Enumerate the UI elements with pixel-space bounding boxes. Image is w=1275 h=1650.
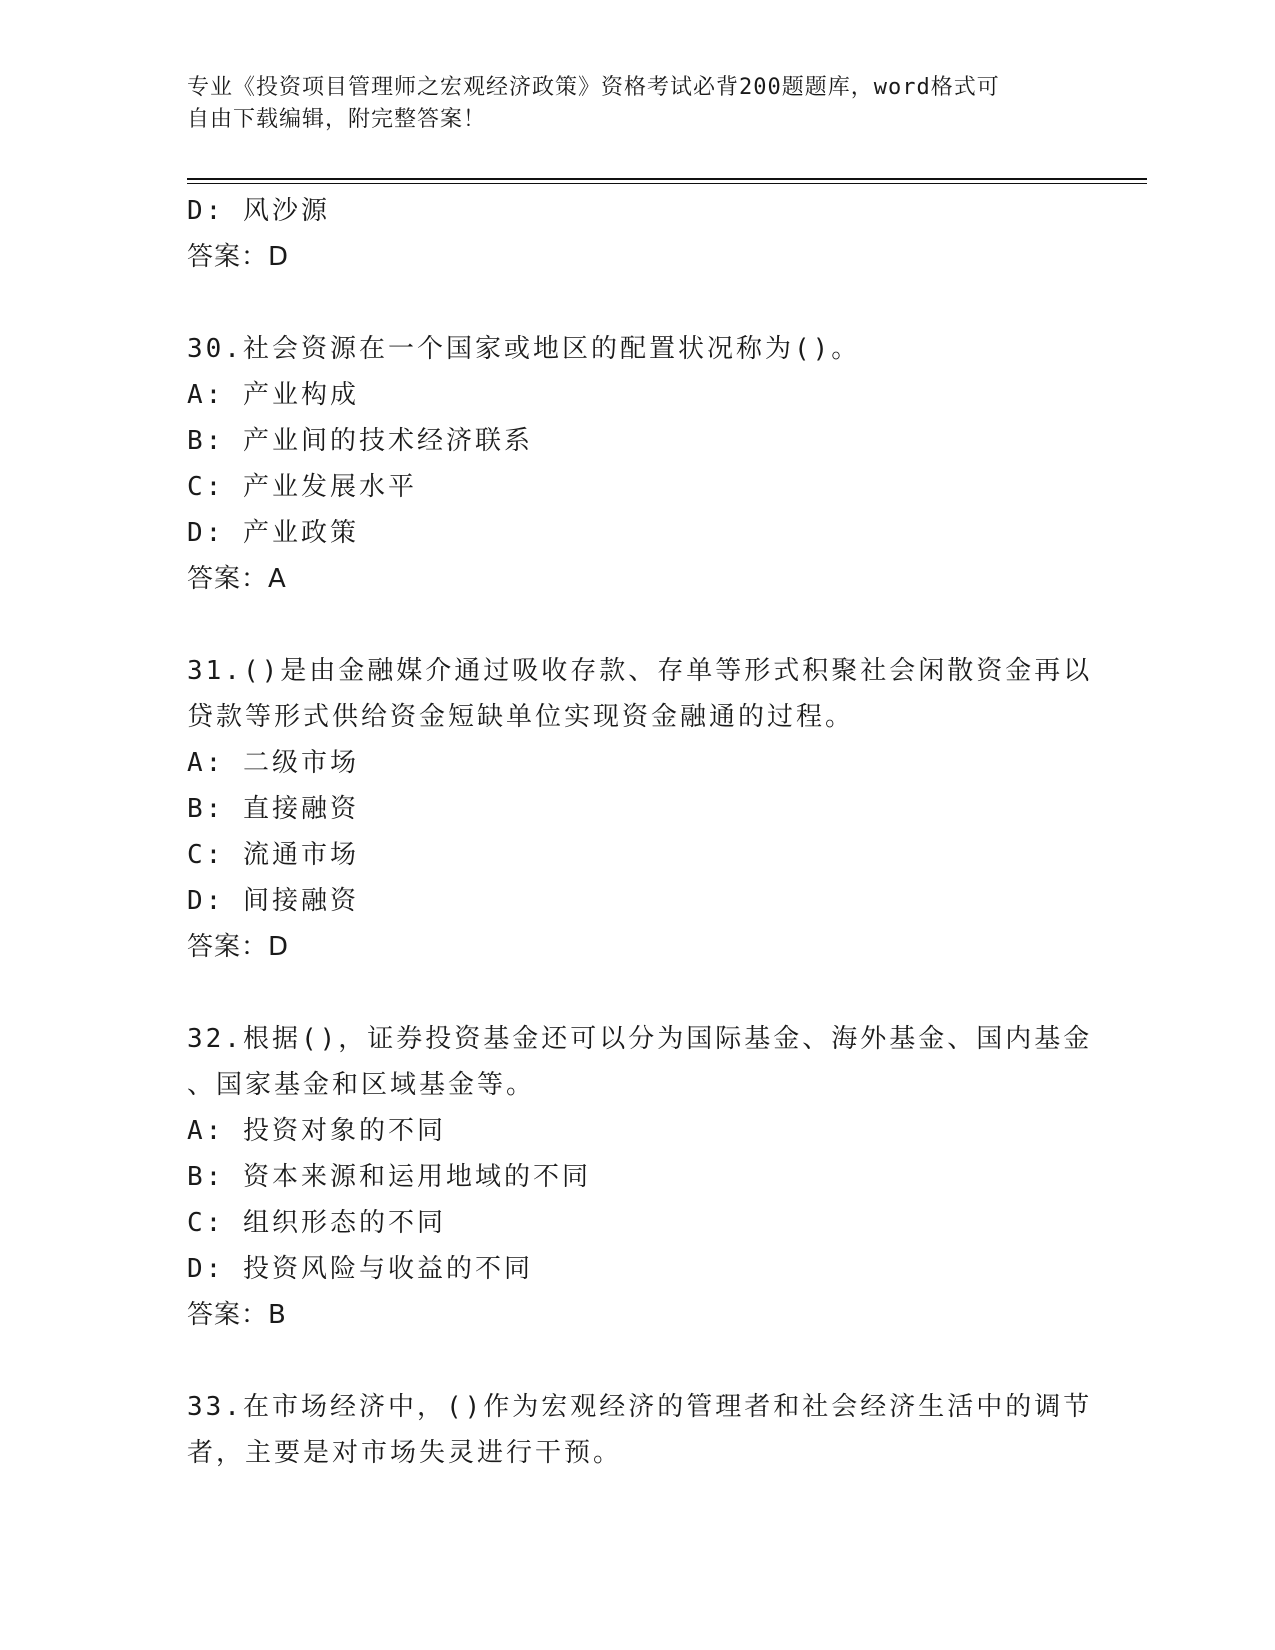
- header-rule-thin: [187, 183, 1147, 184]
- option-d: D: 产业政策: [187, 518, 359, 548]
- spacer: [187, 970, 1087, 1016]
- prev-option-d: D: 风沙源: [187, 196, 330, 226]
- option-b: B: 产业间的技术经济联系: [187, 426, 533, 456]
- question-block: [187, 648, 1093, 970]
- option-a: A: 产业构成: [187, 380, 359, 410]
- option-a: A: 二级市场: [187, 748, 359, 778]
- header-line-1: 专业《投资项目管理师之宏观经济政策》资格考试必背200题题库，word格式可: [187, 75, 1000, 100]
- option-a: A: 投资对象的不同: [187, 1116, 446, 1146]
- option-c: C: 组织形态的不同: [187, 1208, 446, 1238]
- question-stem: 32.根据()，证券投资基金还可以分为国际基金、海外基金、国内基金: [187, 1024, 1093, 1054]
- question-content: [187, 188, 1093, 1476]
- option-b: B: 资本来源和运用地域的不同: [187, 1162, 591, 1192]
- document-header: [187, 72, 1087, 136]
- question-block: [187, 1016, 1093, 1338]
- question-stem-continued: 、国家基金和区域基金等。: [187, 1070, 536, 1100]
- header-line-2: 自由下载编辑，附完整答案！: [187, 107, 487, 132]
- question-stem-continued: 者，主要是对市场失灵进行干预。: [187, 1438, 623, 1468]
- question-stem: 31.()是由金融媒介通过吸收存款、存单等形式积聚社会闲散资金再以: [187, 656, 1093, 686]
- question-stem: 30.社会资源在一个国家或地区的配置状况称为()。: [187, 334, 861, 364]
- prev-answer: 答案：D: [187, 242, 290, 272]
- spacer: [187, 602, 1087, 648]
- header-rule-thick: [187, 178, 1147, 180]
- option-d: D: 投资风险与收益的不同: [187, 1254, 533, 1284]
- spacer: [187, 1338, 1087, 1384]
- option-c: C: 产业发展水平: [187, 472, 417, 502]
- option-d: D: 间接融资: [187, 886, 359, 916]
- answer: 答案：B: [187, 1300, 287, 1330]
- question-stem-continued: 贷款等形式供给资金短缺单位实现资金融通的过程。: [187, 702, 855, 732]
- spacer: [187, 280, 1087, 326]
- answer: 答案：D: [187, 932, 290, 962]
- option-c: C: 流通市场: [187, 840, 359, 870]
- question-block: [187, 1384, 1093, 1476]
- question-block: [187, 326, 1087, 602]
- answer: 答案：A: [187, 564, 287, 594]
- question-stem: 33.在市场经济中，()作为宏观经济的管理者和社会经济生活中的调节: [187, 1392, 1093, 1422]
- option-b: B: 直接融资: [187, 794, 359, 824]
